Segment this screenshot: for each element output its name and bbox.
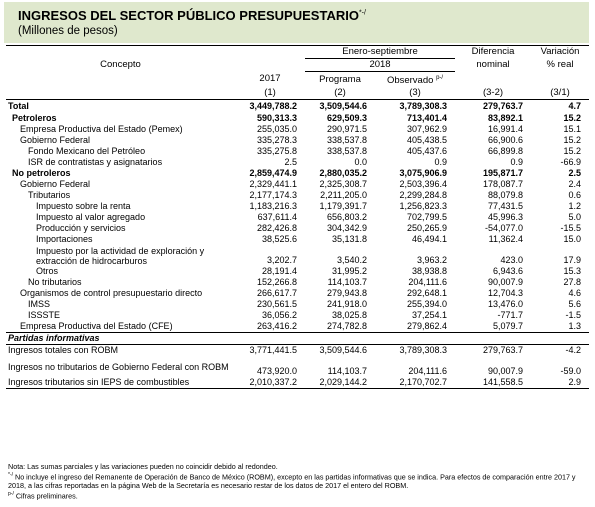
row-value: 1,179,391.7 xyxy=(319,201,367,212)
row-value: 38,525.6 xyxy=(261,234,297,245)
row-value: 3,449,788.2 xyxy=(235,100,305,114)
row-value: 702,799.5 xyxy=(406,212,448,223)
row-label: ISSSTE xyxy=(28,310,61,321)
table-row xyxy=(6,168,589,179)
table-row xyxy=(6,266,589,277)
row-value: 15.2 xyxy=(563,146,582,157)
col-programa-num: (2) xyxy=(305,87,375,100)
footnotes xyxy=(8,462,593,501)
row-value: 335,275.8 xyxy=(256,146,297,157)
row-value: 423.0 xyxy=(500,255,524,266)
table-row xyxy=(6,190,589,201)
row-value: 13,476.0 xyxy=(487,299,524,310)
partidas-body xyxy=(6,333,589,389)
row-value: 304,342.9 xyxy=(326,223,367,234)
table-row xyxy=(6,321,589,333)
table-row xyxy=(6,277,589,288)
row-label: Organismos de control presupuestario directo xyxy=(20,288,203,299)
revenue-table xyxy=(6,45,589,389)
row-value: 3,789,308.3 xyxy=(399,345,448,356)
row-value: 4.7 xyxy=(531,100,589,114)
row-value: 2,503,396.4 xyxy=(399,179,448,190)
row-value: 83,892.1 xyxy=(487,113,524,124)
col-diferencia-2: nominal xyxy=(476,59,510,70)
row-value: 66,899.8 xyxy=(487,146,524,157)
table-row xyxy=(6,124,589,135)
row-value: 2,859,474.9 xyxy=(249,168,297,179)
table-row xyxy=(6,113,589,124)
row-label: Total xyxy=(6,100,235,114)
row-value: 15.2 xyxy=(563,135,582,146)
row-value: 3,202.7 xyxy=(266,255,297,266)
row-value: 2,299,284.8 xyxy=(399,190,448,201)
row-value: 656,803.2 xyxy=(326,212,367,223)
row-value: 1,256,823.3 xyxy=(399,201,448,212)
table-row xyxy=(6,212,589,223)
row-value: 255,035.0 xyxy=(256,124,297,135)
row-value: 141,558.5 xyxy=(455,377,531,389)
row-value: -15.5 xyxy=(560,223,582,234)
row-label: Impuesto al valor agregado xyxy=(36,212,146,223)
row-value: 12,704.3 xyxy=(487,288,524,299)
row-value: 241,918.0 xyxy=(326,299,367,310)
row-label: Importaciones xyxy=(36,234,93,245)
row-value: 3,789,308.3 xyxy=(375,100,455,114)
row-value: 405,438.5 xyxy=(406,135,448,146)
row-value: 6,943.6 xyxy=(492,266,524,277)
col-concepto: Concepto xyxy=(100,59,141,70)
col-diferencia-num: (3-2) xyxy=(455,87,531,100)
row-value: 5,079.7 xyxy=(492,321,524,332)
row-label: Ingresos no tributarios de Gobierno Federal con ROBM xyxy=(8,361,229,372)
row-value: 3,540.2 xyxy=(336,255,367,266)
row-value: 204,111.6 xyxy=(408,277,448,288)
row-value: 114,103.7 xyxy=(327,277,367,288)
row-value: 4.6 xyxy=(568,288,582,299)
row-value: 2,325,308.7 xyxy=(319,179,367,190)
row-value: 2,177,174.3 xyxy=(249,190,297,201)
row-value: 36,056.2 xyxy=(261,310,297,321)
row-value: 2,170,702.7 xyxy=(375,377,455,389)
row-value: -1.5 xyxy=(565,310,582,321)
row-value: 2,880,035.2 xyxy=(319,168,367,179)
row-value: 0.9 xyxy=(434,157,448,168)
row-value: 28,191.4 xyxy=(261,266,297,277)
row-value: 2.5 xyxy=(568,168,582,179)
row-value: 3,771,441.5 xyxy=(249,345,297,356)
row-value: 3,509,544.6 xyxy=(305,100,375,114)
row-label: Gobierno Federal xyxy=(20,135,91,146)
row-value: 473,920.0 xyxy=(256,366,297,377)
row-label: No tributarios xyxy=(28,277,82,288)
col-observado: Observado $^{p-/}$ xyxy=(386,75,444,87)
row-value: 178,087.7 xyxy=(482,179,524,190)
row-value: 27.8 xyxy=(563,277,582,288)
row-value: 279,943.8 xyxy=(326,288,367,299)
row-value: 405,437.6 xyxy=(406,146,448,157)
row-value: 38,025.8 xyxy=(331,310,367,321)
row-label: ISR de contratistas y asignatarios xyxy=(28,157,163,168)
row-value: 1,183,216.3 xyxy=(249,201,297,212)
row-value: 204,111.6 xyxy=(408,366,448,377)
row-value: 2,211,205.0 xyxy=(320,190,367,201)
row-value: 292,648.1 xyxy=(406,288,448,299)
row-value: 637,611.4 xyxy=(257,212,297,223)
row-label: Producción y servicios xyxy=(36,223,126,234)
row-value: 1.3 xyxy=(568,321,582,332)
row-value: 290,971.5 xyxy=(326,124,367,135)
row-value: 45,996.3 xyxy=(487,212,524,223)
row-value: -771.7 xyxy=(497,310,524,321)
row-value: 713,401.4 xyxy=(406,113,448,124)
page-subtitle: (Millones de pesos) xyxy=(18,25,118,37)
row-value: 114,103.7 xyxy=(327,366,367,377)
row-value: 11,362.4 xyxy=(488,234,524,245)
row-value: 282,426.8 xyxy=(256,223,297,234)
header-spacer xyxy=(6,87,235,100)
header-spacer xyxy=(235,46,305,59)
table-row xyxy=(6,245,589,266)
row-value: 88,079.8 xyxy=(487,190,524,201)
row-value: 195,871.7 xyxy=(482,168,524,179)
row-value: 2.4 xyxy=(568,179,582,190)
row-value: 15.3 xyxy=(563,266,582,277)
row-label: IMSS xyxy=(28,299,51,310)
row-value: 274,782.8 xyxy=(326,321,367,332)
table-row xyxy=(6,146,589,157)
table-row xyxy=(6,157,589,168)
row-value: 335,278.3 xyxy=(256,135,297,146)
row-value: 230,561.5 xyxy=(256,299,297,310)
row-value: 266,617.7 xyxy=(256,288,297,299)
row-value: 2.5 xyxy=(284,157,297,168)
row-value: -4.2 xyxy=(565,345,582,356)
partidas-heading: Partidas informativas xyxy=(6,333,589,345)
row-value: 338,537.8 xyxy=(326,135,367,146)
row-value: 250,265.9 xyxy=(406,223,448,234)
footnote-rounding: Nota: Las sumas parciales y las variaciones pueden no coincidir debido al redondeo. xyxy=(8,462,278,471)
table-row xyxy=(6,100,589,114)
header-spacer xyxy=(235,59,305,72)
row-label: Fondo Mexicano del Petróleo xyxy=(28,146,146,157)
table-row xyxy=(6,310,589,321)
row-value: 2,029,144.2 xyxy=(305,377,375,389)
row-value: 31,995.2 xyxy=(331,266,367,277)
header-spacer xyxy=(6,72,235,88)
row-value: 152,266.8 xyxy=(256,277,297,288)
row-value: 16,991.4 xyxy=(487,124,524,135)
row-value: 0.0 xyxy=(354,157,367,168)
row-value: 2,329,441.1 xyxy=(249,179,297,190)
row-label: Impuesto por la actividad de exploración y extracción de hidrocarburos xyxy=(36,245,205,266)
row-label: Empresa Productiva del Estado (Pemex) xyxy=(20,124,183,135)
header-spacer xyxy=(6,46,235,59)
row-label: Otros xyxy=(36,266,59,277)
col-programa: Programa xyxy=(319,73,361,85)
row-value: 629,509.3 xyxy=(326,113,367,124)
table-row xyxy=(6,223,589,234)
col-observado-num: (3) xyxy=(375,87,455,100)
table-row xyxy=(6,377,589,389)
row-label: Ingresos tributarios sin IEPS de combustibles xyxy=(6,377,235,389)
table-row xyxy=(6,135,589,146)
row-value: 255,394.0 xyxy=(406,299,448,310)
row-value: 77,431.5 xyxy=(487,201,524,212)
table-row xyxy=(6,201,589,212)
row-value: 2.9 xyxy=(531,377,589,389)
row-value: 46,494.1 xyxy=(411,234,448,245)
row-label: Tributarios xyxy=(28,190,71,201)
row-value: 279,763.7 xyxy=(482,345,524,356)
row-label: Gobierno Federal xyxy=(20,179,91,190)
row-value: 307,962.9 xyxy=(406,124,448,135)
table-row xyxy=(6,299,589,310)
header-spacer xyxy=(531,72,589,88)
row-value: 590,313.3 xyxy=(256,113,297,124)
table-row xyxy=(6,356,589,377)
row-value: 17.9 xyxy=(563,255,582,266)
row-value: 90,007.9 xyxy=(487,366,524,377)
row-label: Empresa Productiva del Estado (CFE) xyxy=(20,321,173,332)
row-value: 0.9 xyxy=(510,157,524,168)
row-value: 15.2 xyxy=(563,113,582,124)
row-value: 5.0 xyxy=(568,212,582,223)
table-row xyxy=(6,345,589,357)
row-value: 15.1 xyxy=(563,124,582,135)
col-period: Enero-septiembre xyxy=(305,46,455,59)
row-value: -66.9 xyxy=(560,157,582,168)
row-value: 279,763.7 xyxy=(455,100,531,114)
footnote-robm: *-/ No incluye el ingreso del Remanente de Operación de Banco de México (ROBM), excepto en las partidas informativas que se indica. Para efectos de comparación entre 2017 y 2018, a las cifras reportadas en la página Web de la Secretaría es necesario restar de los datos de 2017 el entero del ROBM. xyxy=(8,472,576,491)
row-value: 66,900.6 xyxy=(487,135,524,146)
footnote-preliminary: $^{p-/}$ Cifras preliminares. xyxy=(8,491,78,501)
table-row xyxy=(6,288,589,299)
row-value: 5.6 xyxy=(568,299,582,310)
row-value: 37,254.1 xyxy=(411,310,448,321)
table-body xyxy=(6,100,589,333)
row-value: 3,075,906.9 xyxy=(399,168,448,179)
row-value: -59.0 xyxy=(560,366,582,377)
row-label: Ingresos totales con ROBM xyxy=(8,345,119,356)
header-spacer xyxy=(455,72,531,88)
col-2017-num: (1) xyxy=(235,87,305,100)
row-value: 2,010,337.2 xyxy=(235,377,305,389)
row-label: No petroleros xyxy=(12,168,71,179)
page-title: INGRESOS DEL SECTOR PÚBLICO PRESUPUESTARIO*-/ xyxy=(18,8,366,23)
col-diferencia: Diferencia xyxy=(455,46,531,59)
row-value: 35,131.8 xyxy=(331,234,367,245)
row-value: 3,963.2 xyxy=(416,255,448,266)
row-value: 1.2 xyxy=(568,201,582,212)
row-value: -54,077.0 xyxy=(484,223,524,234)
row-value: 3,509,544.6 xyxy=(319,345,367,356)
row-value: 38,938.8 xyxy=(411,266,448,277)
col-year-2018: 2018 xyxy=(305,59,455,72)
col-variacion-2: % real xyxy=(546,59,574,70)
row-value: 0.6 xyxy=(568,190,582,201)
table-row xyxy=(6,234,589,245)
partidas-heading-row xyxy=(6,333,589,345)
row-label: Impuesto sobre la renta xyxy=(36,201,131,212)
row-value: 15.0 xyxy=(563,234,582,245)
row-value: 263,416.2 xyxy=(256,321,297,332)
col-variacion: Variación xyxy=(531,46,589,59)
col-2017: 2017 xyxy=(259,73,281,85)
table-row xyxy=(6,179,589,190)
row-value: 90,007.9 xyxy=(487,277,524,288)
row-value: 338,537.8 xyxy=(326,146,367,157)
row-value: 279,862.4 xyxy=(406,321,448,332)
col-variacion-num: (3/1) xyxy=(531,87,589,100)
row-label: Petroleros xyxy=(12,113,57,124)
title-banner xyxy=(4,2,589,43)
